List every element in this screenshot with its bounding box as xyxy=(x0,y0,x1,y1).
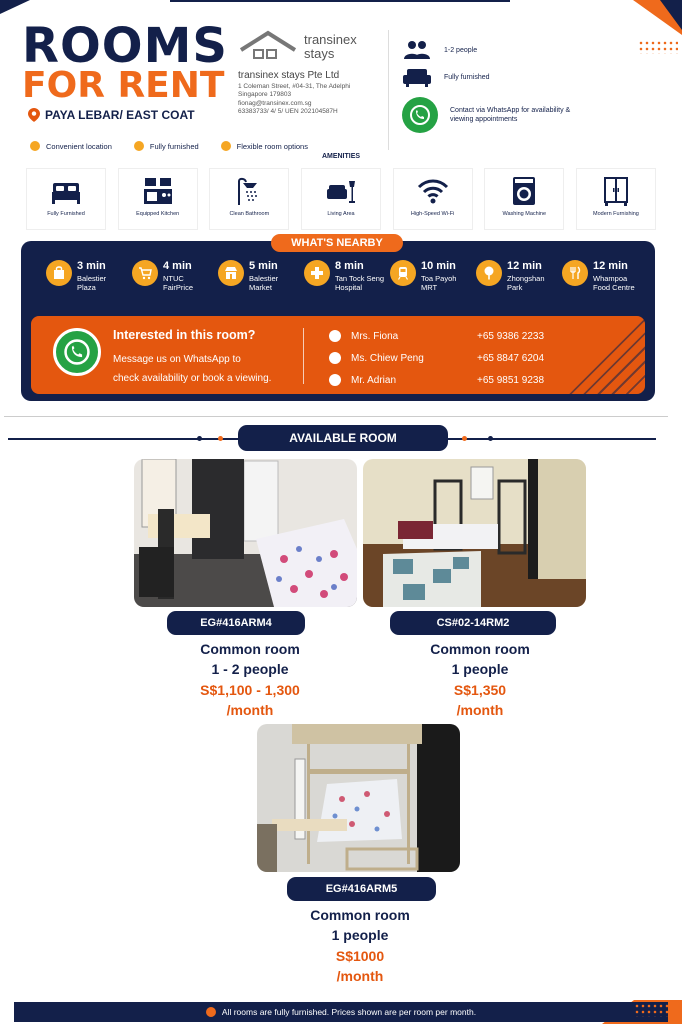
nearby-name: NTUC xyxy=(163,273,184,283)
room-code-tag: EG#416ARM4 xyxy=(167,611,305,635)
nearby-item xyxy=(390,260,474,293)
room-type: Common room xyxy=(310,907,410,923)
info-text: Fully furnished xyxy=(444,73,490,81)
company-block xyxy=(238,30,388,117)
check-badge-icon xyxy=(134,141,144,151)
nearby-name: MRT xyxy=(421,283,438,293)
line-dot xyxy=(488,436,493,441)
check-badge-icon xyxy=(221,141,231,151)
amenities-row xyxy=(26,168,656,230)
info-icon xyxy=(206,1007,216,1017)
company-address xyxy=(238,83,388,117)
room-photo-2[interactable] xyxy=(363,459,586,607)
amenity-furnishing xyxy=(576,168,656,230)
location xyxy=(28,108,195,122)
amenity-label: Living Area xyxy=(327,211,355,217)
nearby-name: Balestier xyxy=(249,273,279,283)
contact-phone[interactable]: +65 9851 9238 xyxy=(477,374,545,386)
nearby-name: Market xyxy=(249,283,272,293)
amenities-title: AMENITIES xyxy=(321,153,361,160)
room-capacity: 1 people xyxy=(331,927,389,944)
nearby-time: 4 min xyxy=(163,260,192,272)
info-list xyxy=(402,38,672,138)
logo-text-line2: stays xyxy=(304,46,335,61)
nearby-title: WHAT'S NEARBY xyxy=(271,234,403,252)
address-line: Singapore 179803 xyxy=(238,91,292,99)
logo-text-line1: transinex xyxy=(304,32,357,48)
nearby-name: Hospital xyxy=(335,283,363,293)
info-item-furnished xyxy=(402,62,672,92)
bed-icon xyxy=(50,175,82,207)
contact-row[interactable] xyxy=(329,347,589,369)
map-pin-icon xyxy=(28,108,40,122)
dots-decoration xyxy=(634,1003,674,1017)
info-item-people xyxy=(402,38,672,62)
highlight-item xyxy=(134,141,199,151)
nearby-time: 5 min xyxy=(249,260,278,272)
highlights-row xyxy=(30,141,308,151)
nearby-name: Balestier xyxy=(77,273,107,283)
highlight-text: Fully furnished xyxy=(149,141,199,151)
amenity-label: Washing Machine xyxy=(502,211,547,217)
amenity-kitchen xyxy=(118,168,198,230)
train-icon xyxy=(390,260,416,286)
nearby-row xyxy=(46,260,646,293)
people-icon xyxy=(402,40,432,60)
amenity-living xyxy=(301,168,381,230)
amenity-label: Equipped Kitchen xyxy=(136,211,180,217)
whatsapp-icon[interactable] xyxy=(53,328,101,376)
contact-divider xyxy=(303,328,304,384)
nearby-name: Zhongshan xyxy=(507,273,545,283)
location-text: PAYA LEBAR/ EAST COAT xyxy=(45,108,195,122)
line-dot xyxy=(197,436,202,441)
nearby-item xyxy=(132,260,216,293)
market-icon xyxy=(218,260,244,286)
highlight-item xyxy=(221,141,308,151)
company-name: transinex stays Pte Ltd xyxy=(238,70,340,81)
room-code-tag: CS#02-14RM2 xyxy=(390,611,556,635)
highlight-text: Convenient location xyxy=(46,141,112,151)
contact-name: Mr. Adrian xyxy=(351,374,397,386)
contact-row[interactable] xyxy=(329,325,589,347)
contact-subtext-line: Message us on WhatsApp to xyxy=(113,354,241,365)
room-info-3 xyxy=(260,905,460,986)
line-dot xyxy=(462,436,467,441)
nearby-name: Park xyxy=(507,283,523,293)
top-line-decoration xyxy=(170,0,510,2)
contact-row[interactable] xyxy=(329,369,589,391)
room-capacity: 1 people xyxy=(451,661,509,678)
nearby-name: Whampoa xyxy=(593,273,628,283)
contact-name: Ms. Chiew Peng xyxy=(351,352,424,364)
amenity-wifi xyxy=(393,168,473,230)
wardrobe-icon xyxy=(600,175,632,207)
tree-icon xyxy=(476,260,502,286)
email-text[interactable]: fionag@transinex.com.sg xyxy=(238,99,312,107)
washing-machine-icon xyxy=(508,175,540,207)
shopping-bag-icon xyxy=(46,260,72,286)
room-type: Common room xyxy=(430,641,530,657)
room-price: S$1,350 xyxy=(453,681,507,698)
contact-list xyxy=(329,325,589,391)
nearby-name: FairPrice xyxy=(163,283,194,293)
phone-icon xyxy=(329,352,341,364)
nearby-time: 10 min xyxy=(421,260,456,272)
amenity-label: Clean Bathroom xyxy=(229,211,270,217)
amenity-washing xyxy=(484,168,564,230)
check-badge-icon xyxy=(30,141,40,151)
room-code-tag: EG#416ARM5 xyxy=(287,877,436,901)
shower-icon xyxy=(233,175,265,207)
footer-text: All rooms are fully furnished. Prices shown are per room per month. xyxy=(221,1007,477,1017)
contact-heading: Interested in this room? xyxy=(113,328,256,342)
info-item-whatsapp[interactable] xyxy=(402,92,672,138)
nearby-item xyxy=(476,260,560,293)
nearby-time: 3 min xyxy=(77,260,106,272)
footer-bar xyxy=(14,1002,668,1022)
room-price-period: /month xyxy=(456,701,504,718)
info-text: Contact via WhatsApp for availability & viewing appointments xyxy=(450,106,571,123)
nearby-name: Tan Tock Seng xyxy=(335,273,385,283)
highlight-item xyxy=(30,141,112,151)
section-separator xyxy=(4,416,668,417)
nearby-time: 12 min xyxy=(507,260,542,272)
contact-name: Mrs. Fiona xyxy=(351,330,399,342)
highlight-text: Flexible room options xyxy=(236,141,308,151)
contact-phone[interactable]: +65 9386 2233 xyxy=(477,330,545,342)
nearby-item xyxy=(218,260,302,293)
nearby-name: Toa Payoh xyxy=(421,273,457,283)
nearby-name: Plaza xyxy=(77,283,96,293)
phone-icon xyxy=(329,374,341,386)
title-rooms: ROOMS xyxy=(22,18,228,74)
food-icon xyxy=(562,260,588,286)
room-photo-3[interactable] xyxy=(257,724,460,872)
available-room-title: AVAILABLE ROOM xyxy=(238,425,448,451)
hospital-cross-icon xyxy=(304,260,330,286)
info-text: 1-2 people xyxy=(444,46,478,54)
phone-uen-text: 63383733/ 4/ 5/ UEN 202104587H xyxy=(238,108,338,116)
room-price: S$1,100 - 1,300 xyxy=(200,681,300,698)
nearby-item xyxy=(304,260,388,293)
room-photo-1[interactable] xyxy=(134,459,357,607)
address-line: 1 Coleman Street, #04-31, The Adelphi xyxy=(238,83,351,90)
contact-subtext-line: check availability or book a viewing. xyxy=(113,373,272,384)
room-price: S$1000 xyxy=(335,947,385,964)
nearby-time: 8 min xyxy=(335,260,364,272)
amenity-label: High-Speed Wi-Fi xyxy=(410,211,455,217)
nearby-name: Food Centre xyxy=(593,283,635,293)
room-price-period: /month xyxy=(226,701,274,718)
company-logo xyxy=(238,30,388,64)
wifi-icon xyxy=(417,175,449,207)
line-dot xyxy=(218,436,223,441)
contact-subtext xyxy=(113,350,313,388)
sofa-lamp-icon xyxy=(325,175,357,207)
amenity-label: Modern Furnishing xyxy=(593,211,639,217)
room-info-2 xyxy=(380,639,580,720)
house-logo-icon xyxy=(238,30,298,64)
nearby-time: 12 min xyxy=(593,260,628,272)
corner-decoration-tl xyxy=(0,0,30,14)
whatsapp-icon[interactable] xyxy=(402,97,438,133)
nearby-item xyxy=(562,260,646,293)
room-type: Common room xyxy=(200,641,300,657)
room-price-period: /month xyxy=(336,967,384,984)
amenity-furnished xyxy=(26,168,106,230)
contact-phone[interactable]: +65 8847 6204 xyxy=(477,352,545,364)
room-info-1 xyxy=(150,639,350,720)
nearby-item xyxy=(46,260,130,293)
room-capacity: 1 - 2 people xyxy=(211,661,289,678)
kitchen-icon xyxy=(142,175,174,207)
contact-panel xyxy=(31,316,645,394)
cart-icon xyxy=(132,260,158,286)
amenity-bathroom xyxy=(209,168,289,230)
sofa-icon xyxy=(402,67,432,87)
header-divider xyxy=(388,30,389,150)
amenity-label: Fully Furnished xyxy=(47,211,85,217)
title-for-rent: FOR RENT xyxy=(22,65,225,106)
phone-icon xyxy=(329,330,341,342)
